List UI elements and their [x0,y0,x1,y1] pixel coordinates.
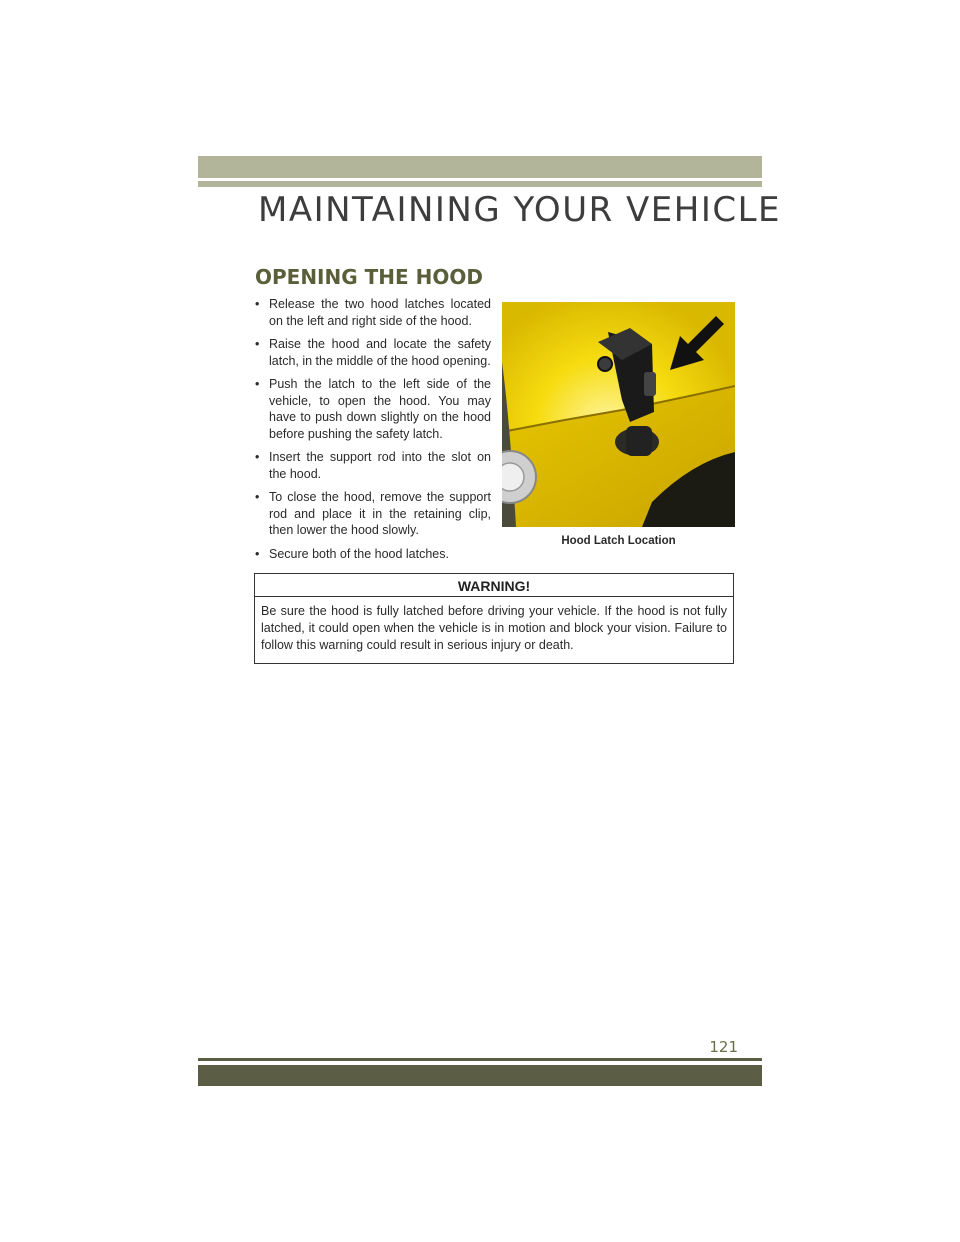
figure-caption: Hood Latch Location [561,535,676,547]
bullet-icon: • [255,490,260,504]
chapter-title: MAINTAINING YOUR VEHICLE [258,190,782,230]
bullet-icon: • [255,546,260,561]
list-item: • Push the latch to the left side of the vehicle, to open the hood. You may have to push down slightly on the hood before pushing the safety latch. [255,377,491,441]
bullet-icon: • [255,450,260,464]
header-rule [198,181,762,187]
instruction-list [255,296,491,569]
list-item: • Secure both of the hood latches. [255,546,449,561]
page-number: 121 [709,1038,738,1056]
hood-latch-illustration [502,302,735,527]
section-title: OPENING THE HOOD [255,265,483,289]
hood-latch-photo [502,302,735,527]
footer-bar [198,1065,762,1086]
list-item: • To close the hood, remove the support rod and place it in the retaining clip, then lower the hood slowly. [255,490,491,537]
footer-rule [198,1058,762,1061]
bullet-icon: • [255,297,260,311]
list-item: • Insert the support rod into the slot on the hood. [255,450,491,481]
list-item: • Raise the hood and locate the safety latch, in the middle of the hood opening. [255,337,491,368]
warning-text: Be sure the hood is fully latched before driving your vehicle. If the hood is not fully latched, it could open when the vehicle is in motion and block your vision. Failure to follow this warning could result in serious injury or death. [261,604,727,652]
warning-box [254,573,734,664]
list-item: • Release the two hood latches located on the left and right side of the hood. [255,297,491,328]
warning-heading: WARNING! [255,574,733,597]
bullet-icon: • [255,337,260,351]
header-bar [198,156,762,178]
bullet-icon: • [255,377,260,391]
